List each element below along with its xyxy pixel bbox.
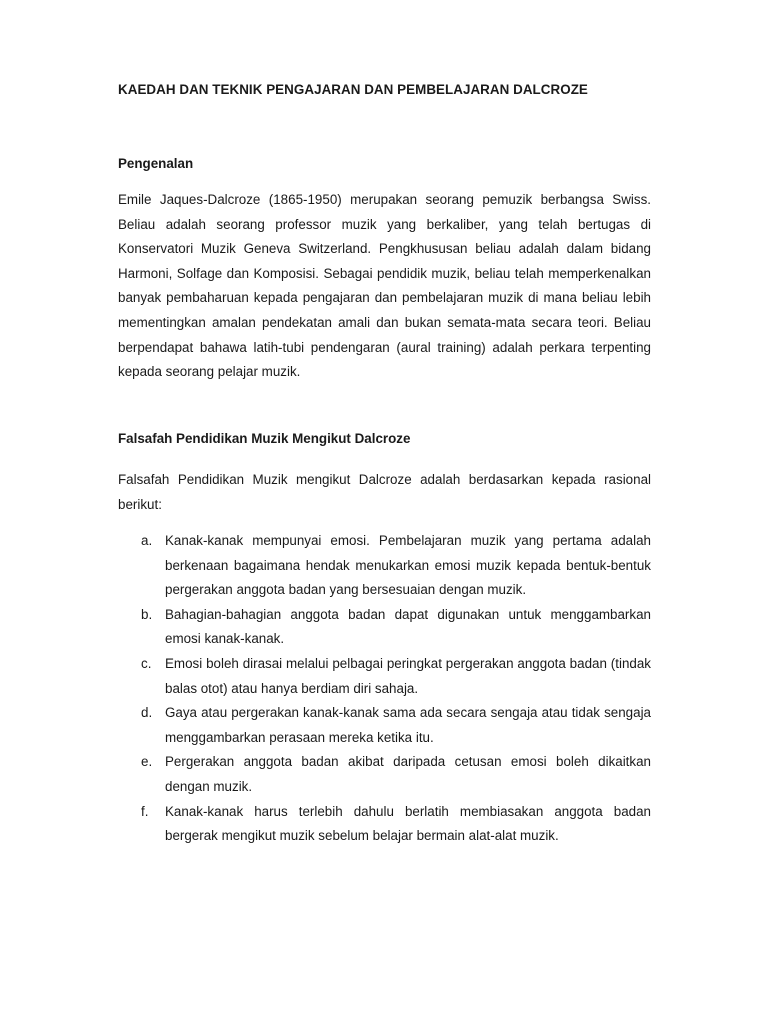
list-item-text: Pergerakan anggota badan akibat daripada cetusan emosi boleh dikaitkan dengan muzik.: [165, 754, 651, 794]
list-item: [118, 652, 651, 701]
list-marker: e.: [141, 754, 153, 770]
list-marker: b.: [141, 606, 153, 622]
paragraph-intro: Emile Jaques-Dalcroze (1865-1950) merupakan seorang pemuzik berbangsa Swiss. Beliau adalah seorang professor muzik yang berkaliber, yang telah bertugas di Konservatori Muzik Geneva Switzerland. Pengkhususan beliau adalah dalam bidang Harmoni, Solfage dan Komposisi. Sebagai pendidik muzik, beliau telah memperkenalkan banyak pembaharuan kepada pengajaran dan pembelajaran muzik di mana beliau lebih mementingkan amalan pendekatan amali dan bukan semata-mata secara teori. Beliau berpendapat bahawa latih-tubi pendengaran (aural training) adalah perkara terpenting kepada seorang pelajar muzik.: [118, 192, 651, 380]
list-item-text: Kanak-kanak mempunyai emosi. Pembelajaran muzik yang pertama adalah berkenaan bagaimana hendak menukarkan emosi muzik kepada bentuk-bentuk pergerakan anggota badan yang bersesuaian dengan muzik.: [165, 533, 651, 598]
list-item: [118, 701, 651, 750]
list-marker: f.: [141, 803, 149, 819]
section-heading-intro: Pengenalan: [118, 156, 194, 171]
rationale-list: [118, 529, 651, 849]
list-item-text: Kanak-kanak harus terlebih dahulu berlatih membiasakan anggota badan bergerak mengikut muzik sebelum belajar bermain alat-alat muzik.: [165, 803, 651, 844]
list-marker: c.: [141, 655, 152, 671]
list-item: [118, 529, 651, 603]
list-item-text: Emosi boleh dirasai melalui pelbagai peringkat pergerakan anggota badan (tindak balas otot) atau hanya berdiam diri sahaja.: [165, 655, 651, 696]
list-marker: a.: [141, 533, 153, 548]
paragraph-falsafah: Falsafah Pendidikan Muzik mengikut Dalcroze adalah berdasarkan kepada rasional berikut:: [118, 472, 651, 512]
list-item-text: Gaya atau pergerakan kanak-kanak sama ada secara sengaja atau tidak sengaja menggambarkan perasaan mereka ketika itu.: [165, 705, 651, 745]
list-item: [118, 800, 651, 849]
list-item: [118, 603, 651, 652]
document-title: KAEDAH DAN TEKNIK PENGAJARAN DAN PEMBELAJARAN DALCROZE: [118, 82, 588, 97]
list-item-text: Bahagian-bahagian anggota badan dapat digunakan untuk menggambarkan emosi kanak-kanak.: [165, 606, 651, 647]
list-item: [118, 750, 651, 799]
list-marker: d.: [141, 705, 153, 721]
section-heading-falsafah: Falsafah Pendidikan Muzik Mengikut Dalcroze: [118, 431, 411, 446]
